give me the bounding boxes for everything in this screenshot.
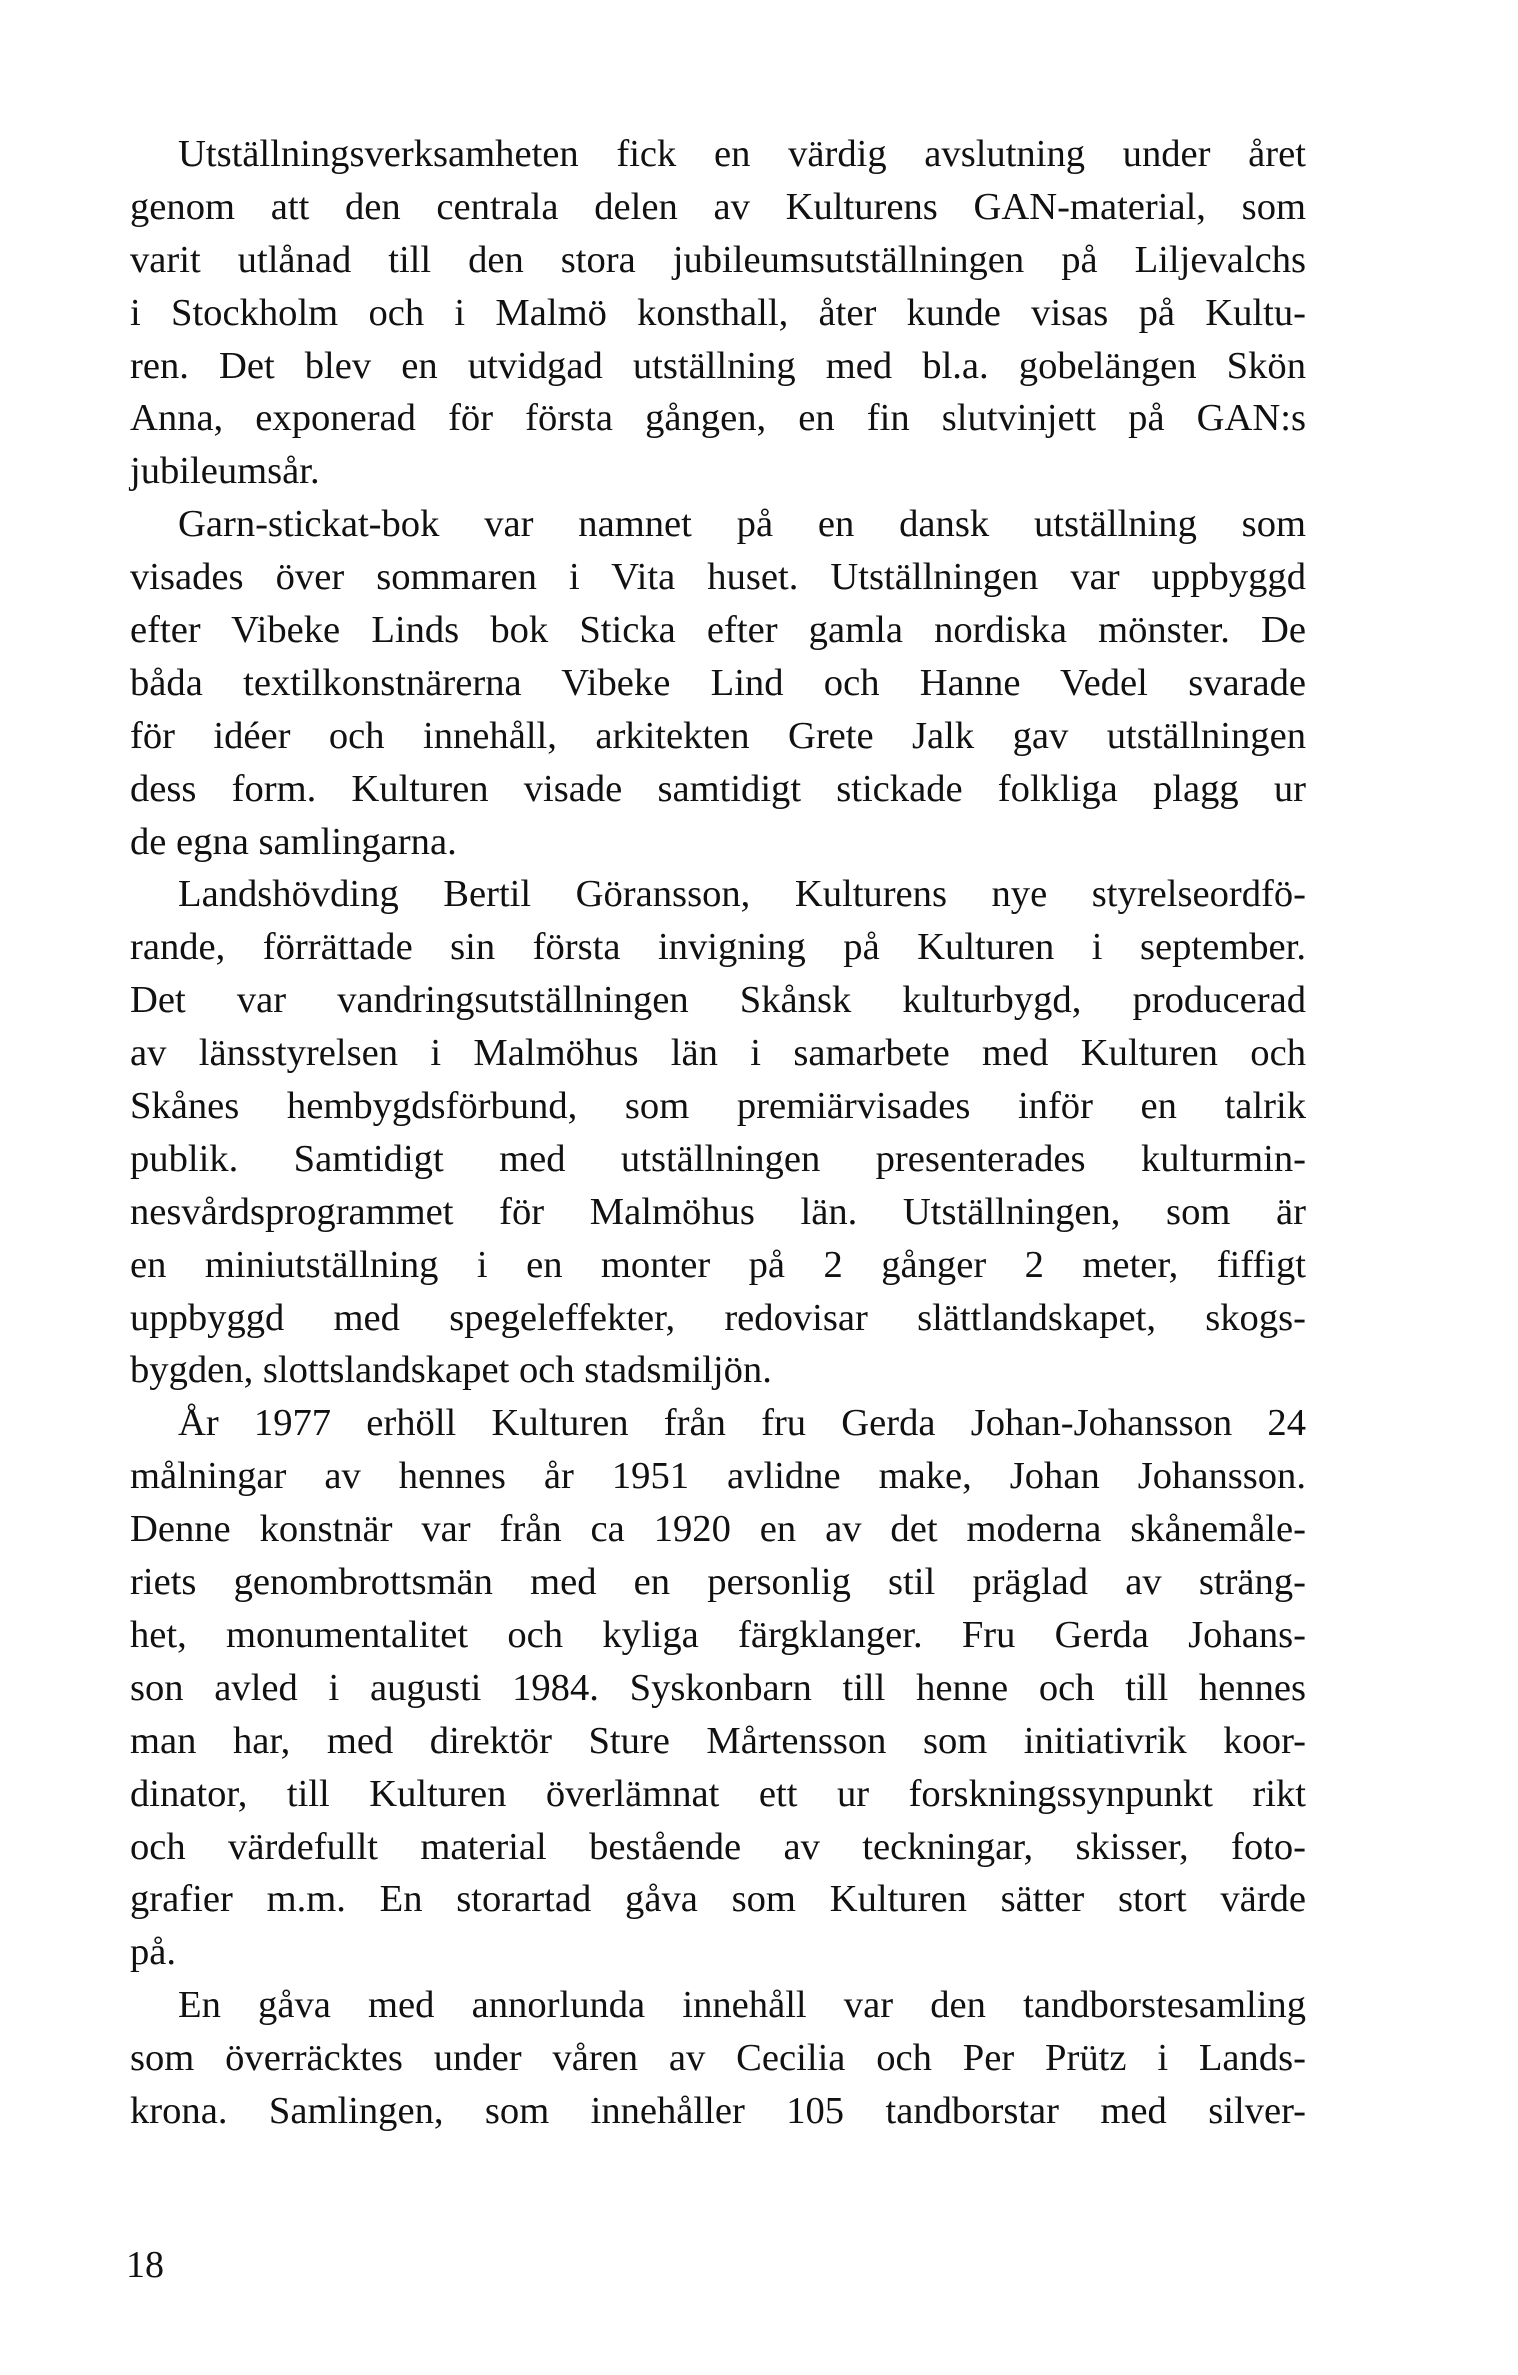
text-line: dess form. Kulturen visade samtidigt stickade folkliga plagg ur	[130, 767, 1306, 810]
text-line: bygden, slottslandskapet och stadsmiljön.	[130, 1349, 772, 1392]
text-line: som överräcktes under våren av Cecilia och Per Prütz i Lands-	[130, 2037, 1306, 2080]
text-line: dinator, till Kulturen överlämnat ett ur forskningssynpunkt rikt	[130, 1772, 1306, 1815]
page-number: 18	[126, 2244, 164, 2286]
paragraph	[130, 128, 1306, 498]
text-line: Landshövding Bertil Göransson, Kulturens nye styrelseordfö-	[178, 873, 1306, 916]
text-line: rande, förrättade sin första invigning på Kulturen i september.	[130, 926, 1306, 969]
text-line: genom att den centrala delen av Kulturens GAN-material, som	[130, 185, 1306, 228]
text-line: av länsstyrelsen i Malmöhus län i samarbete med Kulturen och	[130, 1032, 1306, 1075]
text-line: uppbyggd med spegeleffekter, redovisar slättlandskapet, skogs-	[130, 1296, 1306, 1339]
text-line: målningar av hennes år 1951 avlidne make, Johan Johansson.	[130, 1455, 1306, 1498]
text-line: ren. Det blev en utvidgad utställning med bl.a. gobelängen Skön	[130, 344, 1306, 387]
text-line: Anna, exponerad för första gången, en fin slutvinjett på GAN:s	[130, 397, 1306, 440]
text-line: En gåva med annorlunda innehåll var den tandborstesamling	[178, 1984, 1306, 2027]
text-line: Garn-stickat-bok var namnet på en dansk utställning som	[178, 503, 1306, 546]
text-line: man har, med direktör Sture Mårtensson som initiativrik koor-	[130, 1719, 1306, 1762]
text-line: publik. Samtidigt med utställningen presenterades kulturmin-	[130, 1137, 1306, 1180]
text-line: för idéer och innehåll, arkitekten Grete Jalk gav utställningen	[130, 714, 1306, 757]
text-line: År 1977 erhöll Kulturen från fru Gerda Johan-Johansson 24	[178, 1402, 1306, 1445]
text-line: en miniutställning i en monter på 2 gånger 2 meter, fiffigt	[130, 1243, 1306, 1286]
text-line: nesvårdsprogrammet för Malmöhus län. Utställningen, som är	[130, 1190, 1306, 1233]
body-text	[130, 128, 1306, 2138]
paragraph	[130, 498, 1306, 868]
text-line: på.	[130, 1931, 177, 1974]
text-line: de egna samlingarna.	[130, 820, 457, 863]
paragraph	[130, 1979, 1306, 2138]
text-line: Skånes hembygdsförbund, som premiärvisades inför en talrik	[130, 1085, 1306, 1128]
text-line: Denne konstnär var från ca 1920 en av det moderna skånemåle-	[130, 1508, 1306, 1551]
text-line: riets genombrottsmän med en personlig stil präglad av sträng-	[130, 1561, 1306, 1604]
text-line: krona. Samlingen, som innehåller 105 tandborstar med silver-	[130, 2089, 1306, 2132]
text-line: grafier m.m. En storartad gåva som Kulturen sätter stort värde	[130, 1878, 1306, 1921]
text-line: och värdefullt material bestående av teckningar, skisser, foto-	[130, 1825, 1306, 1868]
paragraph	[130, 868, 1306, 1397]
text-line: het, monumentalitet och kyliga färgklanger. Fru Gerda Johans-	[130, 1613, 1306, 1656]
text-line: i Stockholm och i Malmö konsthall, åter kunde visas på Kultu-	[130, 291, 1306, 334]
text-line: varit utlånad till den stora jubileumsutställningen på Liljevalchs	[130, 238, 1306, 281]
text-line: son avled i augusti 1984. Syskonbarn till henne och till hennes	[130, 1666, 1306, 1709]
text-line: båda textilkonstnärerna Vibeke Lind och Hanne Vedel svarade	[130, 661, 1306, 704]
text-line: Det var vandringsutställningen Skånsk kulturbygd, producerad	[130, 979, 1306, 1022]
text-line: jubileumsår.	[130, 450, 320, 493]
text-line: efter Vibeke Linds bok Sticka efter gamla nordiska mönster. De	[130, 609, 1306, 652]
paragraph	[130, 1397, 1306, 1979]
text-line: Utställningsverksamheten fick en värdig avslutning under året	[178, 133, 1306, 175]
text-line: visades över sommaren i Vita huset. Utställningen var uppbyggd	[130, 556, 1306, 599]
